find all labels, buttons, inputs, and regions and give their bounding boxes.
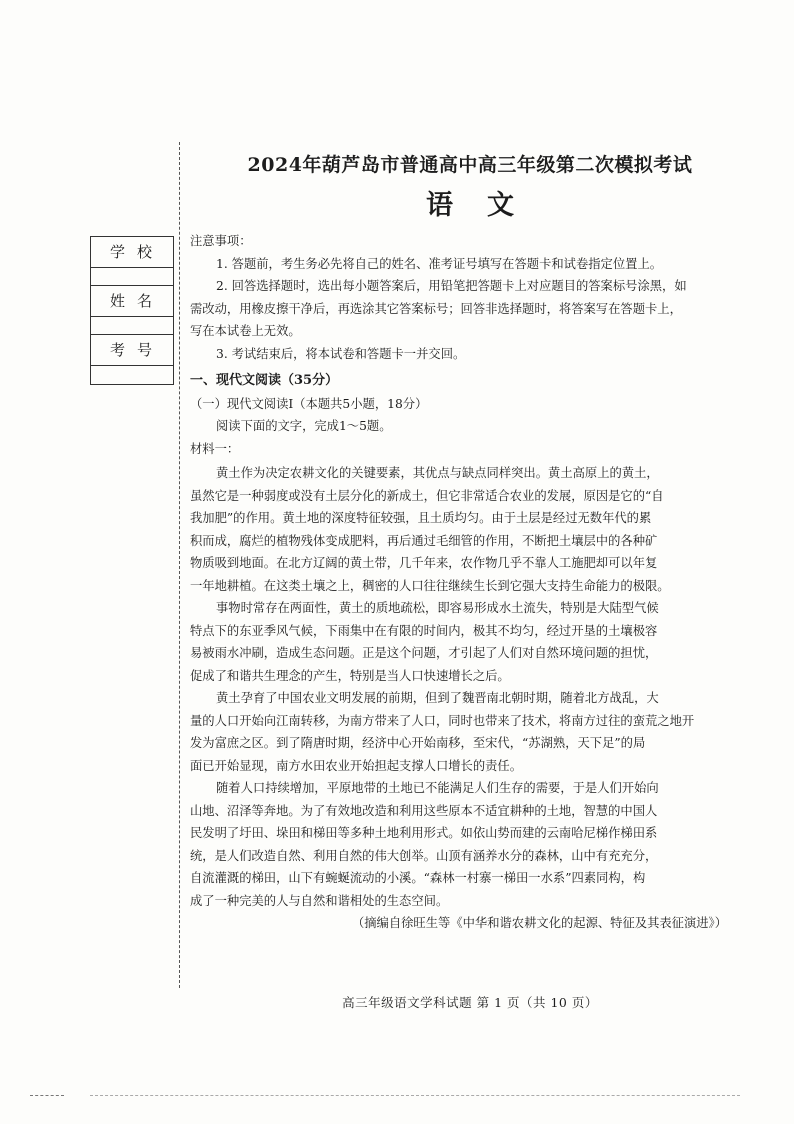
passage-line: 面已开始显现，南方水田农业开始担起支撑人口增长的责任。: [190, 758, 523, 773]
subject-title: 语文: [426, 190, 548, 221]
school-field[interactable]: [91, 268, 173, 286]
passage-line: 特点下的东亚季风气候，下雨集中在有限的时间内，极其不均匀，经过开垦的土壤极容: [190, 623, 658, 638]
notes-heading: 注意事项：: [190, 234, 252, 248]
note-line: 2. 回答选择题时，选出每小题答案后，用铅笔把答题卡上对应题目的答案标号涂黑，如: [216, 279, 687, 293]
scan-artifact: [30, 1095, 64, 1096]
passage-line: 统，是人们改造自然、利用自然的伟大创举。山顶有涵养水分的森林，山中有充充分，: [190, 848, 658, 863]
school-label: 学校: [91, 237, 173, 268]
note-line: 1. 答题前，考生务必先将自己的姓名、准考证号填写在答题卡和试卷指定位置上。: [216, 256, 663, 271]
passage-line: 事物时常存在两面性，黄土的质地疏松，即容易形成水土流失，特别是大陆型气候: [216, 601, 659, 615]
passage-line: 我加肥”的作用。黄土地的深度特征较强，且土质均匀。由于土层是经过无数年代的累: [190, 511, 652, 525]
section-block: [190, 370, 735, 460]
name-label: 姓名: [91, 286, 173, 317]
passage-line: 积而成，腐烂的植物残体变成肥料，再后通过毛细管的作用，不断把土壤层中的各种矿: [190, 533, 658, 548]
passage-source: （摘编自徐旺生等《中华和谐农耕文化的起源、特征及其表征演进》）: [351, 916, 727, 930]
passage-line: 民发明了圩田、垛田和梯田等多种土地利用形式。如依山势而建的云南哈尼梯作梯田系: [190, 826, 658, 840]
section-subheading: （一）现代文阅读Ⅰ（本题共5小题，18分）: [190, 396, 428, 411]
section-heading: 一、现代文阅读（35分）: [190, 373, 339, 388]
number-field[interactable]: [91, 366, 173, 384]
passage-line: 成了一种完美的人与自然和谐相处的生态空间。: [190, 893, 449, 908]
passage-line: 黄土作为决定农耕文化的关键要素，其优点与缺点同样突出。黄土高原上的黄土，: [216, 466, 659, 480]
exam-title: 2024年葫芦岛市普通高中高三年级第二次模拟考试: [247, 154, 693, 176]
passage-line: 一年地耕植。在这类土壤之上，稠密的人口往往继续生长到它强大支持生命能力的极限。: [190, 578, 670, 593]
passage-line: 自流灌溉的梯田，山下有蜿蜒流动的小溪。“森林一村寨一梯田一水系”四素同构，构: [190, 871, 646, 885]
passage-line: 黄土孕育了中国农业文明发展的前期，但到了魏晋南北朝时期，随着北方战乱，大: [216, 691, 659, 705]
passage-line: 量的人口开始向江南转移，为南方带来了人口，同时也带来了技术，将南方过往的蛮荒之地开: [190, 713, 695, 728]
passage-line: 随着人口持续增加，平原地带的土地已不能满足人们生存的需要，于是人们开始向: [216, 781, 659, 795]
note-line: 3. 考试结束后，将本试卷和答题卡一并交回。: [216, 346, 466, 361]
material-label: 材料一：: [190, 441, 240, 456]
passage: [190, 462, 735, 935]
passage-line: 虽然它是一种弱度或没有土层分化的新成土，但它非常适合农业的发展，原因是它的“自: [190, 488, 664, 503]
note-line: 写在本试卷上无效。: [190, 324, 301, 338]
page-footer: 高三年级语文学科试题 第 1 页（共 10 页）: [342, 995, 598, 1010]
passage-line: 易被雨水冲刷，造成生态问题。正是这个问题，才引起了人们对自然环境问题的担忧，: [190, 646, 658, 660]
student-info-box: [90, 236, 174, 385]
binding-dashed-line: [179, 142, 180, 988]
section-instruction: 阅读下面的文字，完成1～5题。: [216, 419, 392, 433]
passage-line: 物质吸到地面。在北方辽阔的黄土带，几千年来，农作物几乎不靠人工施肥却可以年复: [190, 556, 658, 570]
scan-artifact: [90, 1095, 740, 1096]
note-line: 需改动，用橡皮擦干净后，再选涂其它答案标号；回答非选择题时，将答案写在答题卡上，: [190, 301, 682, 316]
number-label: 考号: [91, 335, 173, 366]
notes-block: [190, 230, 735, 365]
passage-line: 山地、沼泽等奔地。为了有效地改造和利用这些原本不适宜耕种的土地，智慧的中国人: [190, 803, 658, 818]
name-field[interactable]: [91, 317, 173, 335]
passage-line: 发为富庶之区。到了隋唐时期，经济中心开始南移，至宋代，“苏湖熟，天下足”的局: [190, 736, 646, 750]
passage-line: 促成了和谐共生理念的产生，特别是当人口快速增长之后。: [190, 668, 510, 683]
